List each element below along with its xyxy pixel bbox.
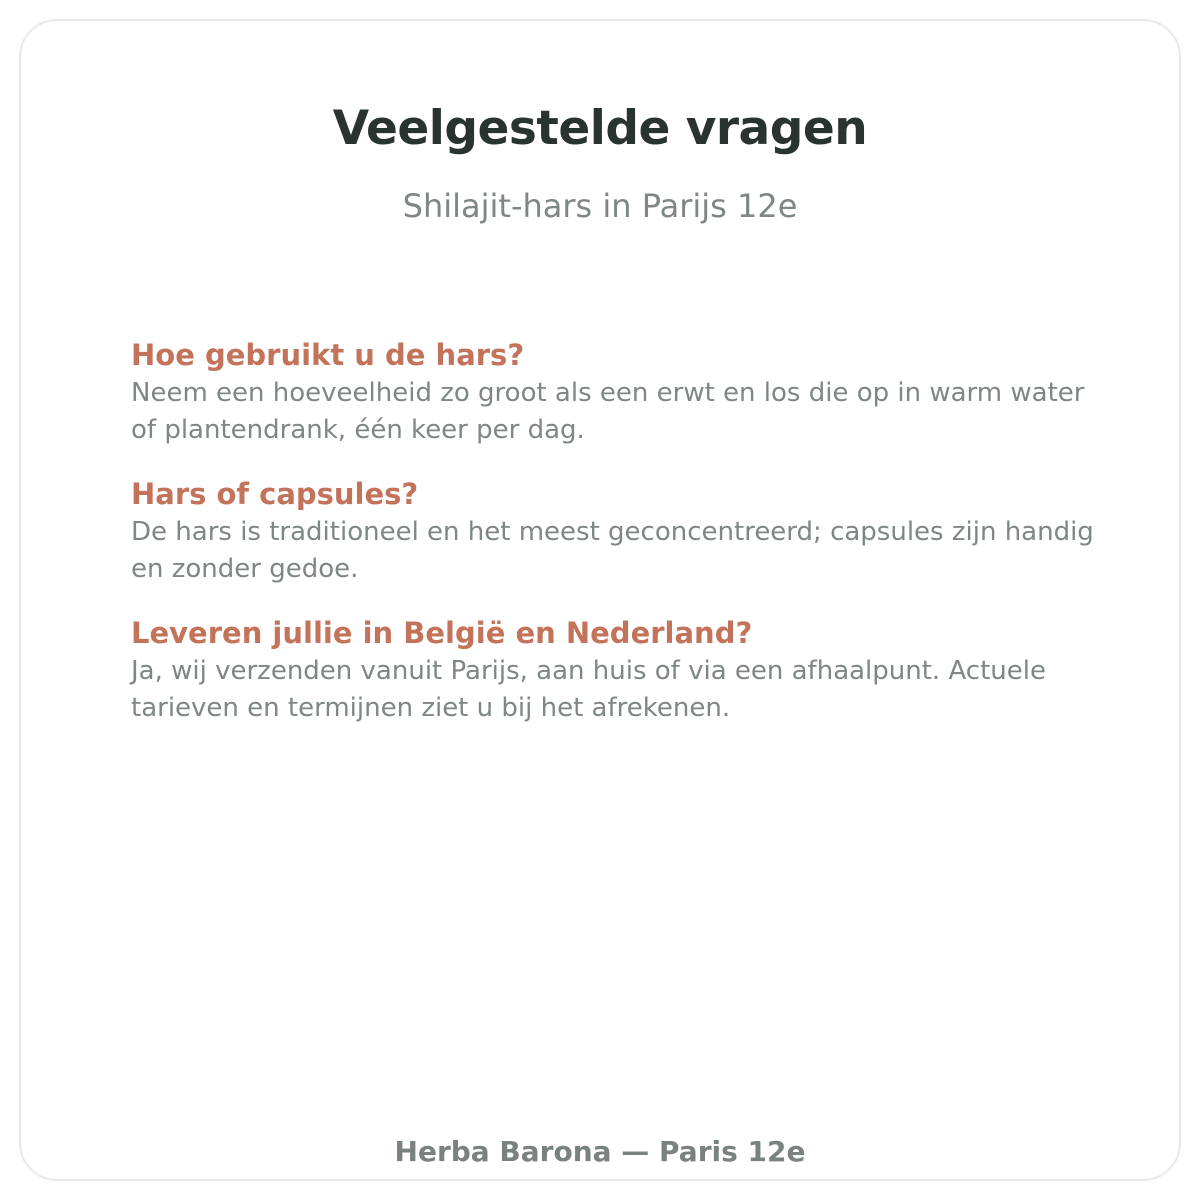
page-title: Veelgestelde vragen xyxy=(332,101,868,156)
faq-question: Hoe gebruikt u de hars? xyxy=(131,338,525,372)
faq-item xyxy=(131,613,1111,727)
page-subtitle: Shilajit-hars in Parijs 12e xyxy=(402,187,798,225)
faq-answer: Neem een hoeveelheid zo groot als een erwt en los die op in warm water of plantendrank, één keer per dag. xyxy=(131,378,1085,445)
faq-item xyxy=(131,474,1111,588)
faq-question: Hars of capsules? xyxy=(131,477,419,511)
faq-answer: De hars is traditioneel en het meest geconcentreerd; capsules zijn handig en zonder gedoe. xyxy=(131,517,1094,584)
faq-answer: Ja, wij verzenden vanuit Parijs, aan huis of via een afhaalpunt. Actuele tarieven en termijnen ziet u bij het afrekenen. xyxy=(131,656,1046,723)
faq-question: Leveren jullie in België en Nederland? xyxy=(131,616,753,650)
footer-brand: Herba Barona — Paris 12e xyxy=(394,1135,806,1168)
faq-item xyxy=(131,335,1111,449)
